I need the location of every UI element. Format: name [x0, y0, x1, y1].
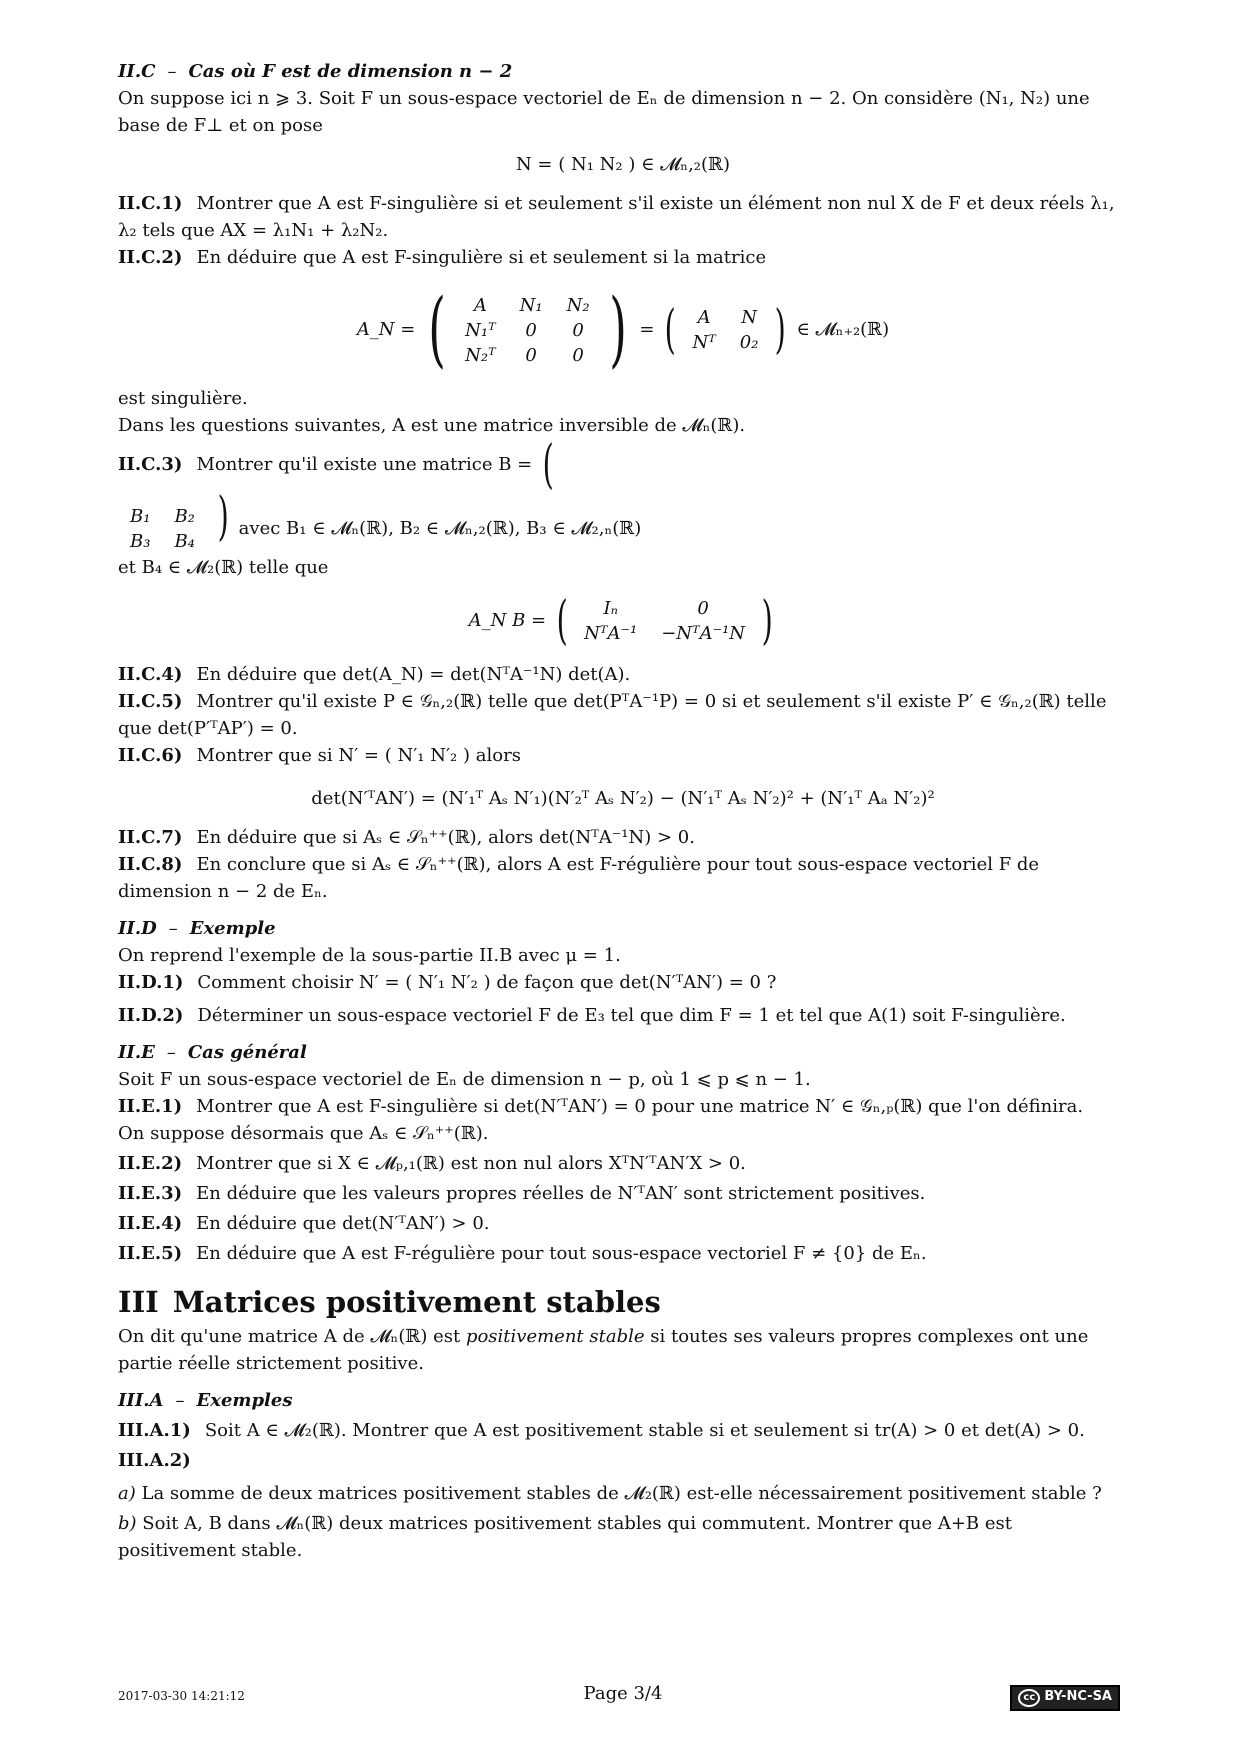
- question: II.C.1) Montrer que A est F-singulière si et seulement s'il existe un élément non nul X de F et deux réels λ₁, λ₂ tels que AX = λ₁N₁ + λ₂N₂.: [118, 193, 1115, 241]
- cc-license-badge: cc BY-NC-SA: [1010, 1685, 1120, 1711]
- paragraph: Soit F un sous-espace vectoriel de Eₙ de dimension n − p, où 1 ⩽ p ⩽ n − 1.: [118, 1069, 811, 1090]
- subsection-heading-iiia: III.A – Exemples: [118, 1390, 293, 1411]
- paragraph: est singulière.: [118, 388, 248, 409]
- sub-question-a: a) La somme de deux matrices positivement stables de 𝓜₂(ℝ) est-elle nécessairement positivement stable ?: [118, 1483, 1102, 1504]
- question: III.A.2): [118, 1450, 191, 1471]
- paragraph: et B₄ ∈ 𝓜₂(ℝ) telle que: [118, 557, 329, 578]
- question: II.D.1) Comment choisir N′ = ( N′₁ N′₂ ) de façon que det(N′ᵀAN′) = 0 ?: [118, 972, 777, 993]
- subsection-heading-iid: II.D – Exemple: [118, 918, 276, 939]
- question: II.C.5) Montrer qu'il existe P ∈ 𝒢ₙ,₂(ℝ) telle que det(PᵀA⁻¹P) = 0 si et seulement s'il existe P′ ∈ 𝒢ₙ,₂(ℝ) telle que det(P′ᵀAP′) = 0.: [118, 691, 1107, 739]
- display-equation-det: det(N′ᵀAN′) = (N′₁ᵀ Aₛ N′₁)(N′₂ᵀ Aₛ N′₂) − (N′₁ᵀ Aₛ N′₂)² + (N′₁ᵀ Aₐ N′₂)²: [311, 788, 935, 809]
- display-equation: N = ( N₁ N₂ ) ∈ 𝓜ₙ,₂(ℝ): [515, 154, 731, 175]
- matrix-B: (: [542, 435, 554, 495]
- question: II.C.7) En déduire que si Aₛ ∈ 𝒮ₙ⁺⁺(ℝ), alors det(NᵀA⁻¹N) > 0.: [118, 827, 695, 848]
- question: II.C.4) En déduire que det(A_N) = det(NᵀA⁻¹N) det(A).: [118, 664, 631, 685]
- matrix-AN: ( A N₁ N₂ N₁ᵀ 0 0 N₂ᵀ 0 0 ): [428, 282, 627, 377]
- paragraph: On suppose désormais que Aₛ ∈ 𝒮ₙ⁺⁺(ℝ).: [118, 1123, 489, 1144]
- question: II.C.8) En conclure que si Aₛ ∈ 𝒮ₙ⁺⁺(ℝ), alors A est F-régulière pour tout sous-espace vectoriel F de dimension n − 2 de Eₙ.: [118, 854, 1040, 902]
- matrix-AN-block: ( A N Nᵀ 0₂ ): [664, 300, 787, 360]
- paragraph: On dit qu'une matrice A de 𝓜ₙ(ℝ) est positivement stable si toutes ses valeurs propres complexes ont une partie réelle strictement positive.: [118, 1326, 1089, 1374]
- paragraph: Dans les questions suivantes, A est une matrice inversible de 𝓜ₙ(ℝ).: [118, 415, 746, 436]
- paragraph: On suppose ici n ⩾ 3. Soit F un sous-espace vectoriel de Eₙ de dimension n − 2. On considère (N₁, N₂) une base de F⊥ et on pose: [118, 88, 1090, 136]
- matrix-ANB: ( Iₙ 0 NᵀA⁻¹ −NᵀA⁻¹N ): [556, 591, 773, 651]
- cc-icon: cc: [1018, 1689, 1040, 1707]
- question: II.E.3) En déduire que les valeurs propres réelles de N′ᵀAN′ sont strictement positives.: [118, 1183, 926, 1204]
- question: II.E.4) En déduire que det(N′ᵀAN′) > 0.: [118, 1213, 490, 1234]
- subsection-heading-iic: II.C – Cas où F est de dimension n − 2: [118, 61, 513, 82]
- section-heading-iii: III Matrices positivement stables: [118, 1285, 661, 1319]
- page-content: II.C – Cas où F est de dimension n − 2 On suppose ici n ⩾ 3. Soit F un sous-espace vectoriel de Eₙ de dimension n − 2. On considère (N₁, N₂) une base de F⊥ et on pose N = ( N₁ N₂ ) ∈ 𝓜ₙ,₂(ℝ) II.C.1) Montrer que A est F-singulière si et seulement s'il existe un élément non nul X de F et deux réels λ₁, λ₂ tels que AX = λ₁N₁ + λ₂N₂. II.C.2) En déduire que A est F-singulière si et seulement si la matrice A_N = ( A N₁ N₂ N₁ᵀ 0 0 N₂ᵀ 0 0 ) = ( A N Nᵀ 0₂ ) ∈ 𝓜ₙ₊₂(ℝ) est singulière. Dans les questions suivantes, A est une matrice inversible de 𝓜ₙ(ℝ). II.C.3) Montrer qu'il existe une matrice B = ( B₁ B₂ B₃ B₄ ) avec B₁ ∈ 𝓜ₙ(ℝ), B₂ ∈ 𝓜ₙ,₂(ℝ), B₃ ∈ 𝓜₂,ₙ(ℝ) et B₄ ∈ 𝓜₂(ℝ) telle que A_N B = ( Iₙ 0 NᵀA⁻¹ −NᵀA⁻¹N ) II.C.4) En déduire que det(A_N) = det(NᵀA⁻¹N) det(A). II.C.5) Montrer qu'il existe P ∈ 𝒢ₙ,₂(ℝ) telle que det(PᵀA⁻¹P) = 0 si et seulement s'il existe P′ ∈ 𝒢ₙ,₂(ℝ) telle que det(P′ᵀAP′) = 0. II.C.6) Montrer que si N′ = ( N′₁ N′₂ ) alors det(N′ᵀAN′) = (N′₁ᵀ Aₛ N′₁)(N′₂ᵀ Aₛ N′₂) − (N′₁ᵀ Aₛ N′₂)² + (N′₁ᵀ Aₐ N′₂)² II.C.7) En déduire que si Aₛ ∈ 𝒮ₙ⁺⁺(ℝ), alors det(NᵀA⁻¹N) > 0. II.C.8) En conclure que si Aₛ ∈ 𝒮ₙ⁺⁺(ℝ), alors A est F-régulière pour tout sous-espace vectoriel F de dimension n − 2 de Eₙ. II.D – Exemple On reprend l'exemple de la sous-partie II.B avec μ = 1. II.D.1) Comment choisir N′ = ( N′₁ N′₂ ) de façon que det(N′ᵀAN′) = 0 ? II.D.2) Déterminer un sous-espace vectoriel F de E₃ tel que dim F = 1 et tel que A(1) soit F-singulière. II.E – Cas général Soit F un sous-espace vectoriel de Eₙ de dimension n − p, où 1 ⩽ p ⩽ n − 1. II.E.1) Montrer que A est F-singulière si det(N′ᵀAN′) = 0 pour une matrice N′ ∈ 𝒢ₙ,ₚ(ℝ) que l'on définira. On suppose désormais que Aₛ ∈ 𝒮ₙ⁺⁺(ℝ). II.E.2) Montrer que si X ∈ 𝓜ₚ,₁(ℝ) est non nul alors XᵀN′ᵀAN′X > 0. II.E.3) En déduire que les valeurs propres réelles de N′ᵀAN′ sont strictement positives. II.E.4) En déduire que det(N′ᵀAN′) > 0. II.E.5) En déduire que A est F-régulière pour tout sous-espace vectoriel F ≠ {0} de Eₙ. III Matrices positivement stables On dit qu'une matrice A de 𝓜ₙ(ℝ) est positivement stable si toutes ses valeurs propres complexes ont une partie réelle strictement positive. III.A – Exemples III.A.1) Soit A ∈ 𝓜₂(ℝ). Montrer que A est positivement stable si et seulement si tr(A) > 0 et det(A) > 0. III.A.2) a) La somme de deux matrices positivement stables de 𝓜₂(ℝ) est-elle nécessairement positivement stable ? b) Soit A, B dans 𝓜ₙ(ℝ) deux matrices positivement stables qui commutent. Montrer que A+B est positivement stable.: [118, 58, 1128, 1564]
- question: II.E.2) Montrer que si X ∈ 𝓜ₚ,₁(ℝ) est non nul alors XᵀN′ᵀAN′X > 0.: [118, 1153, 746, 1174]
- question: II.E.1) Montrer que A est F-singulière si det(N′ᵀAN′) = 0 pour une matrice N′ ∈ 𝒢ₙ,ₚ(ℝ) que l'on définira.: [118, 1096, 1084, 1117]
- question: II.C.2) En déduire que A est F-singulière si et seulement si la matrice: [118, 247, 767, 268]
- subsection-heading-iie: II.E – Cas général: [118, 1042, 307, 1063]
- display-equation-ANB: A_N B = ( Iₙ 0 NᵀA⁻¹ −NᵀA⁻¹N ): [118, 595, 1128, 647]
- display-equation-AN: A_N = ( A N₁ N₂ N₁ᵀ 0 0 N₂ᵀ 0 0 ) = ( A N Nᵀ 0₂ ) ∈ 𝓜ₙ₊₂(ℝ): [356, 282, 890, 377]
- sub-question-b: b) Soit A, B dans 𝓜ₙ(ℝ) deux matrices positivement stables qui commutent. Montrer que A+B est positivement stable.: [118, 1513, 1013, 1561]
- question: III.A.1) Soit A ∈ 𝓜₂(ℝ). Montrer que A est positivement stable si et seulement si tr(A) > 0 et det(A) > 0.: [118, 1420, 1085, 1441]
- question: II.D.2) Déterminer un sous-espace vectoriel F de E₃ tel que dim F = 1 et tel que A(1) soit F-singulière.: [118, 1005, 1066, 1026]
- question: II.C.6) Montrer que si N′ = ( N′₁ N′₂ ) alors: [118, 745, 521, 766]
- question: II.E.5) En déduire que A est F-régulière pour tout sous-espace vectoriel F ≠ {0} de Eₙ.: [118, 1243, 927, 1264]
- footer-date: 2017-03-30 14:21:12: [118, 1689, 245, 1703]
- paragraph: On reprend l'exemple de la sous-partie II.B avec μ = 1.: [118, 945, 621, 966]
- question: II.C.3) Montrer qu'il existe une matrice B = (: [118, 439, 1128, 491]
- page-number: Page 3/4: [583, 1683, 663, 1704]
